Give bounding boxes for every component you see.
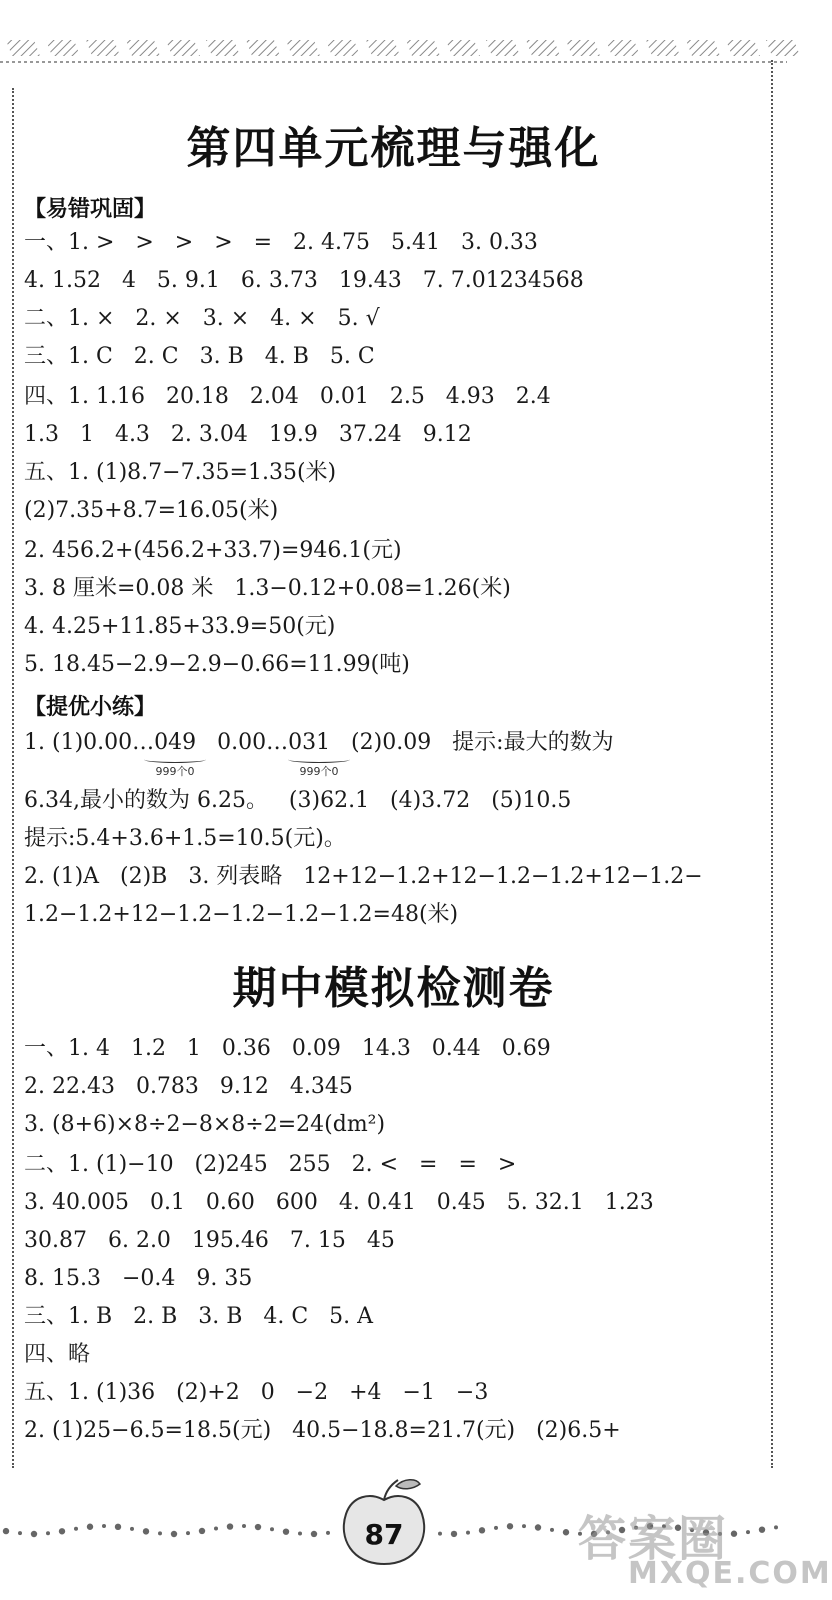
band-block [766, 40, 800, 56]
band-block [566, 40, 600, 56]
footer-dot [186, 1531, 190, 1535]
band-block [286, 40, 320, 56]
footer-dot [283, 1528, 289, 1534]
left-dotted-rule [12, 88, 14, 1468]
underbrace-arc [144, 756, 206, 763]
band-block [246, 40, 280, 56]
heading-improvement-practice: 【提优小练】 [24, 695, 157, 720]
underbrace-label: 999个0 [299, 765, 339, 778]
band-block [366, 40, 400, 56]
footer-dot [158, 1531, 162, 1535]
footer-dot [242, 1524, 246, 1528]
answer-line: 三、1. C 2. C 3. B 4. B 5. C [24, 344, 375, 369]
answer-line: 4. 1.52 4 5. 9.1 6. 3.73 19.43 7. 7.01234568 [24, 268, 584, 293]
answer-line: 四、略 [24, 1342, 91, 1367]
page-number: 87 [364, 1518, 404, 1551]
footer-dot [535, 1524, 541, 1530]
answer-line: (2)7.35+8.7=16.05(米) [24, 498, 279, 523]
footer-dot [59, 1528, 65, 1534]
footer-dot [143, 1528, 149, 1534]
band-block [446, 40, 480, 56]
answer-line: 30.87 6. 2.0 195.46 7. 15 45 [24, 1228, 395, 1253]
band-block [166, 40, 200, 56]
footer-dot [466, 1531, 470, 1535]
answer-line: 2. (1)25−6.5=18.5(元) 40.5−18.8=21.7(元) (2)6.5+ [24, 1418, 621, 1443]
band-block [406, 40, 440, 56]
answer-line: 3. 40.005 0.1 0.60 600 4. 0.41 0.45 5. 32.1 1.23 [24, 1190, 654, 1215]
footer-dot [74, 1527, 78, 1531]
footer-dot [311, 1531, 317, 1537]
answer-line: 3. (8+6)×8÷2−8×8÷2=24(dm²) [24, 1112, 386, 1137]
footer-dot [759, 1526, 765, 1532]
answer-line: 2. 456.2+(456.2+33.7)=946.1(元) [24, 538, 402, 563]
footer-dot [255, 1524, 261, 1530]
band-block [726, 40, 760, 56]
band-block [526, 40, 560, 56]
heading-error-review: 【易错巩固】 [24, 197, 157, 222]
footer-dot [326, 1531, 330, 1535]
band-block [326, 40, 360, 56]
footer-dot [451, 1531, 457, 1537]
footer-dot [31, 1531, 37, 1537]
answer-line: 4. 4.25+11.85+33.9=50(元) [24, 614, 336, 639]
footer-dot [731, 1531, 737, 1537]
footer-dot [479, 1527, 485, 1533]
answer-line: 8. 15.3 −0.4 9. 35 [24, 1266, 253, 1291]
underbrace-arc [288, 756, 350, 763]
right-dotted-rule [771, 60, 773, 1468]
footer-dot [115, 1524, 121, 1530]
footer-dot [774, 1525, 778, 1529]
answer-line: 1. (1)0.00…049 0.00…031 (2)0.09 提示:最大的数为 [24, 730, 614, 755]
footer-dot [102, 1524, 106, 1528]
answer-line: 四、1. 1.16 20.18 2.04 0.01 2.5 4.93 2.4 [24, 384, 551, 409]
footer-dot [550, 1528, 554, 1532]
band-block [686, 40, 720, 56]
footer-dot [438, 1532, 442, 1536]
answer-line: 五、1. (1)8.7−7.35=1.35(米) [24, 460, 337, 485]
band-block [646, 40, 680, 56]
answer-line: 一、1. > > > > = 2. 4.75 5.41 3. 0.33 [24, 230, 538, 255]
band-block [126, 40, 160, 56]
footer-dot [494, 1526, 498, 1530]
footer-dot [746, 1530, 750, 1534]
footer-dot [199, 1528, 205, 1534]
answer-line: 6.34,最小的数为 6.25。 (3)62.1 (4)3.72 (5)10.5 [24, 788, 572, 813]
answer-line: 三、1. B 2. B 3. B 4. C 5. A [24, 1304, 374, 1329]
answer-line: 1.2−1.2+12−1.2−1.2−1.2−1.2=48(米) [24, 902, 459, 927]
footer-dot [507, 1523, 513, 1529]
footer-dot [18, 1531, 22, 1535]
underbrace-label: 999个0 [155, 765, 195, 778]
band-block [206, 40, 240, 56]
watermark-logo-text: 答案圈 [578, 1511, 729, 1567]
footer-dot [87, 1524, 93, 1530]
answer-line: 五、1. (1)36 (2)+2 0 −2 +4 −1 −3 [24, 1380, 489, 1405]
footer-dot [46, 1531, 50, 1535]
underbrace-annotation [288, 756, 350, 779]
top-decorative-band [0, 0, 787, 68]
section-title-unit4: 第四单元梳理与强化 [186, 123, 601, 174]
band-block [46, 40, 80, 56]
answer-line: 2. (1)A (2)B 3. 列表略 12+12−1.2+12−1.2−1.2+12−1.2− [24, 864, 703, 889]
band-block [86, 40, 120, 56]
footer-dot [522, 1524, 526, 1528]
answer-line: 提示:5.4+3.6+1.5=10.5(元)。 [24, 826, 346, 851]
answer-line: 1.3 1 4.3 2. 3.04 19.9 37.24 9.12 [24, 422, 472, 447]
answer-line: 5. 18.45−2.9−2.9−0.66=11.99(吨) [24, 652, 410, 677]
footer-dot [3, 1528, 9, 1534]
footer-dot [227, 1523, 233, 1529]
underbrace-annotation [144, 756, 206, 779]
answer-line: 二、1. (1)−10 (2)245 255 2. < = = > [24, 1152, 517, 1177]
answer-line: 二、1. × 2. × 3. × 4. × 5. √ [24, 306, 380, 331]
footer-dot [171, 1531, 177, 1537]
watermark-url-text: MXQE.COM [628, 1556, 832, 1591]
footer-dot [214, 1526, 218, 1530]
band-block [606, 40, 640, 56]
footer-dot [298, 1532, 302, 1536]
footer-dot [563, 1529, 569, 1535]
footer-dot [270, 1527, 274, 1531]
band-block [6, 40, 40, 56]
band-block [486, 40, 520, 56]
footer-dot [130, 1527, 134, 1531]
answer-line: 3. 8 厘米=0.08 米 1.3−0.12+0.08=1.26(米) [24, 576, 511, 601]
answer-line: 2. 22.43 0.783 9.12 4.345 [24, 1074, 353, 1099]
answer-line: 一、1. 4 1.2 1 0.36 0.09 14.3 0.44 0.69 [24, 1036, 551, 1061]
section-title-midterm: 期中模拟检测卷 [232, 963, 555, 1014]
